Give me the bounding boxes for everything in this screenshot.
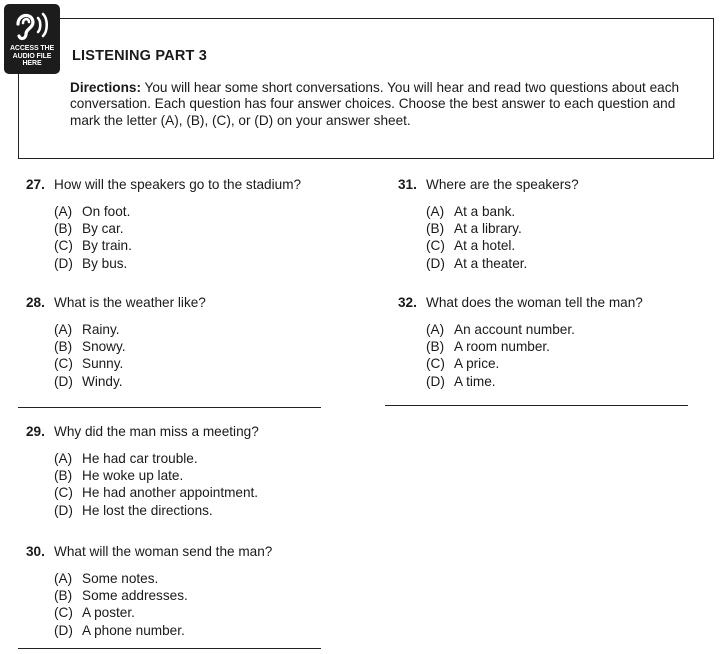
answer-option-b[interactable]: (B) He woke up late. — [54, 468, 184, 484]
answer-option-c[interactable]: (C) At a hotel. — [426, 238, 516, 254]
question-32 — [398, 295, 643, 390]
page-title: LISTENING PART 3 — [72, 48, 208, 64]
answer-option-c[interactable]: (C) Sunny. — [54, 356, 124, 372]
answer-option-d[interactable]: (D) At a theater. — [426, 255, 528, 271]
answer-option-a[interactable]: (A) Rainy. — [54, 322, 120, 337]
answer-option-a[interactable]: (A) An account number. — [426, 322, 575, 337]
audio-file-badge[interactable] — [4, 4, 60, 74]
question-text: What will the woman send the man? — [54, 544, 273, 559]
section-divider — [385, 405, 688, 406]
question-27 — [26, 177, 302, 272]
answer-option-d[interactable]: (D) Windy. — [54, 373, 123, 389]
answer-option-c[interactable]: (C) He had another appointment. — [54, 485, 259, 501]
question-text: How will the speakers go to the stadium? — [54, 177, 302, 192]
answer-option-c[interactable]: (C) A poster. — [54, 605, 135, 621]
ear-sound-icon — [11, 7, 53, 45]
question-number: 30. — [26, 544, 45, 559]
question-number: 27. — [26, 177, 45, 192]
question-text: Where are the speakers? — [426, 177, 579, 192]
badge-text — [4, 45, 60, 68]
badge-line-2: AUDIO FILE — [12, 52, 52, 60]
question-30 — [26, 544, 273, 639]
question-text: Why did the man miss a meeting? — [54, 424, 259, 439]
question-text: What is the weather like? — [54, 295, 206, 310]
answer-option-b[interactable]: (B) By car. — [54, 221, 124, 237]
question-number: 29. — [26, 424, 45, 439]
answer-option-a[interactable]: (A) On foot. — [54, 204, 131, 219]
question-31 — [398, 177, 579, 272]
question-number: 32. — [398, 295, 417, 310]
badge-line-3: HERE — [22, 60, 42, 67]
answer-option-d[interactable]: (D) A phone number. — [54, 622, 185, 638]
answer-option-d[interactable]: (D) By bus. — [54, 255, 128, 271]
answer-option-c[interactable]: (C) By train. — [54, 238, 132, 254]
answer-option-c[interactable]: (C) A price. — [426, 356, 500, 372]
section-divider — [18, 648, 321, 649]
section-divider — [18, 407, 321, 408]
question-28 — [26, 295, 206, 390]
answer-option-a[interactable]: (A) Some notes. — [54, 571, 159, 586]
badge-line-1: ACCESS THE — [9, 45, 55, 52]
answer-option-d[interactable]: (D) A time. — [426, 373, 496, 389]
answer-option-a[interactable]: (A) At a bank. — [426, 204, 516, 219]
answer-option-b[interactable]: (B) At a library. — [426, 221, 522, 237]
question-text: What does the woman tell the man? — [426, 295, 643, 310]
directions-text — [70, 80, 680, 129]
answer-option-b[interactable]: (B) A room number. — [426, 339, 550, 355]
answer-option-b[interactable]: (B) Snowy. — [54, 339, 126, 355]
answer-option-d[interactable]: (D) He lost the directions. — [54, 502, 213, 518]
directions-body: You will hear some short conversations. You will hear and read two questions about each conversation. Each question has four answer choices. Choose the best answer to each question and mark the letter (A), (B), (C), or (D) on your answer sheet. — [70, 80, 680, 128]
directions-label: Directions: — [70, 80, 142, 95]
question-29 — [26, 424, 258, 519]
answer-option-a[interactable]: (A) He had car trouble. — [54, 451, 198, 466]
question-number: 31. — [398, 177, 417, 192]
answer-option-b[interactable]: (B) Some addresses. — [54, 588, 188, 604]
question-number: 28. — [26, 295, 45, 310]
